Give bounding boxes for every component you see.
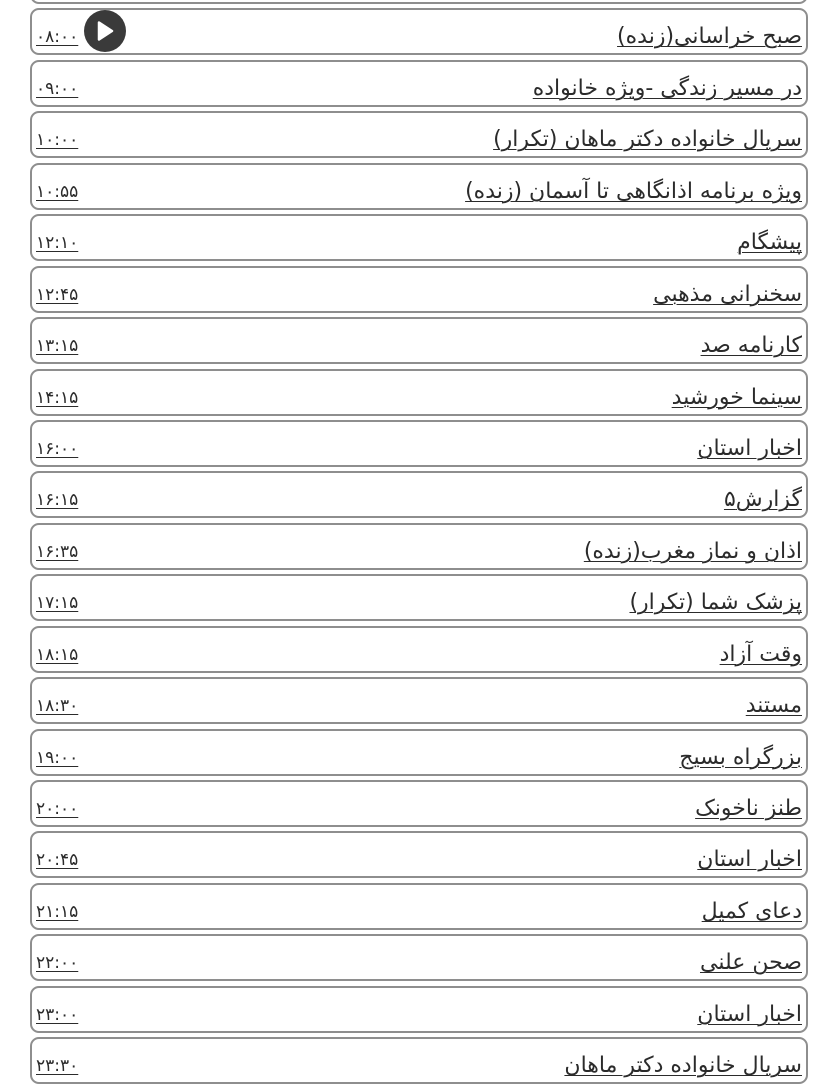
- program-time: ۲۳:۳۰: [36, 1056, 79, 1077]
- time-group: [36, 218, 78, 258]
- program-time: ۲۱:۱۵: [36, 901, 79, 922]
- program-time: ۱۶:۳۵: [36, 541, 79, 562]
- time-group: [36, 115, 78, 155]
- time-group: [36, 167, 78, 207]
- schedule-row-11[interactable]: [30, 523, 808, 570]
- time-group: [36, 270, 78, 310]
- time-group: [36, 64, 78, 104]
- schedule-row-0[interactable]: [30, 0, 808, 4]
- program-time: ۱۳:۱۵: [36, 336, 79, 357]
- program-title[interactable]: در مسیر زندگی -ویژه خانواده: [532, 75, 802, 101]
- program-title[interactable]: اخبار استان: [697, 435, 802, 461]
- play-icon: [95, 20, 115, 42]
- schedule-row-14[interactable]: [30, 677, 808, 724]
- time-group: [36, 373, 78, 413]
- program-title[interactable]: سریال خانواده دکتر ماهان (تکرار): [493, 127, 802, 153]
- schedule-row-18[interactable]: [30, 883, 808, 930]
- program-time: ۱۷:۱۵: [36, 593, 79, 614]
- program-title[interactable]: کارنامه صد: [700, 333, 802, 359]
- program-time: ۱۶:۰۰: [36, 438, 79, 459]
- program-time: ۱۹:۰۰: [36, 747, 79, 768]
- schedule-row-12[interactable]: [30, 574, 808, 621]
- program-title[interactable]: سخنرانی مذهبی: [653, 281, 802, 307]
- program-time: ۰۸:۰۰: [36, 27, 79, 48]
- program-time: ۱۴:۱۵: [36, 387, 79, 408]
- schedule-row-4[interactable]: [30, 163, 808, 210]
- program-time: ۱۸:۱۵: [36, 644, 79, 665]
- program-title[interactable]: سریال خانواده دکتر ماهان: [564, 1053, 802, 1079]
- schedule-row-21[interactable]: [30, 1037, 808, 1084]
- program-title[interactable]: گزارش۵: [723, 487, 802, 513]
- time-group: [36, 835, 78, 875]
- time-group: [36, 1041, 78, 1081]
- program-time: ۲۲:۰۰: [36, 953, 79, 974]
- schedule-row-7[interactable]: [30, 317, 808, 364]
- schedule-row-1[interactable]: [30, 8, 808, 55]
- program-time: ۱۲:۱۰: [36, 233, 79, 254]
- program-time: ۱۶:۱۵: [36, 490, 79, 511]
- program-title[interactable]: اذان و نماز مغرب(زنده): [583, 538, 802, 564]
- time-group: [36, 990, 78, 1030]
- time-group: [36, 938, 78, 978]
- program-title[interactable]: صحن علنی: [699, 950, 802, 976]
- schedule-row-17[interactable]: [30, 831, 808, 878]
- time-group: [36, 475, 78, 515]
- schedule-row-16[interactable]: [30, 780, 808, 827]
- program-title[interactable]: بزرگراه بسیج: [679, 744, 802, 770]
- schedule-row-13[interactable]: [30, 626, 808, 673]
- program-time: ۱۰:۵۵: [36, 181, 79, 202]
- program-title[interactable]: مستند: [745, 693, 802, 719]
- schedule-row-20[interactable]: [30, 986, 808, 1033]
- schedule-row-15[interactable]: [30, 729, 808, 776]
- time-group: [36, 681, 78, 721]
- program-title[interactable]: وقت آزاد: [719, 641, 802, 667]
- time-group: [36, 887, 78, 927]
- schedule-row-10[interactable]: [30, 471, 808, 518]
- program-title[interactable]: دعای کمیل: [701, 898, 802, 924]
- schedule-row-19[interactable]: [30, 934, 808, 981]
- schedule-list: [30, 0, 808, 1089]
- program-title[interactable]: طنز ناخونک: [695, 796, 802, 821]
- time-group: [36, 630, 78, 670]
- time-group: [36, 321, 78, 361]
- schedule-row-2[interactable]: [30, 60, 808, 107]
- time-group: [36, 527, 78, 567]
- time-group: [36, 733, 78, 773]
- time-group: [36, 424, 78, 464]
- program-title[interactable]: پیشگام: [737, 230, 802, 256]
- program-time: ۰۹:۰۰: [36, 78, 79, 99]
- schedule-row-8[interactable]: [30, 369, 808, 416]
- time-group: [36, 12, 126, 52]
- program-title[interactable]: پزشک شما (تکرار): [629, 590, 802, 616]
- program-time: ۲۰:۴۵: [36, 850, 79, 871]
- program-time: ۱۲:۴۵: [36, 284, 79, 305]
- schedule-row-9[interactable]: [30, 420, 808, 467]
- program-time: ۱۸:۳۰: [36, 696, 79, 717]
- schedule-row-6[interactable]: [30, 266, 808, 313]
- play-button[interactable]: [84, 10, 126, 52]
- program-time: ۲۳:۰۰: [36, 1004, 79, 1025]
- program-title[interactable]: صبح خراسانی(زنده): [617, 24, 802, 50]
- program-title[interactable]: سینما خورشید: [671, 384, 802, 410]
- program-time: ۱۰:۰۰: [36, 130, 79, 151]
- time-group: [36, 784, 78, 824]
- time-group: [36, 578, 78, 618]
- program-title[interactable]: اخبار استان: [697, 847, 802, 873]
- schedule-row-3[interactable]: [30, 111, 808, 158]
- program-title[interactable]: اخبار استان: [697, 1001, 802, 1027]
- program-time: ۲۰:۰۰: [36, 799, 79, 819]
- schedule-row-5[interactable]: [30, 214, 808, 261]
- program-title[interactable]: ویژه برنامه اذانگاهی تا آسمان (زنده): [465, 178, 802, 204]
